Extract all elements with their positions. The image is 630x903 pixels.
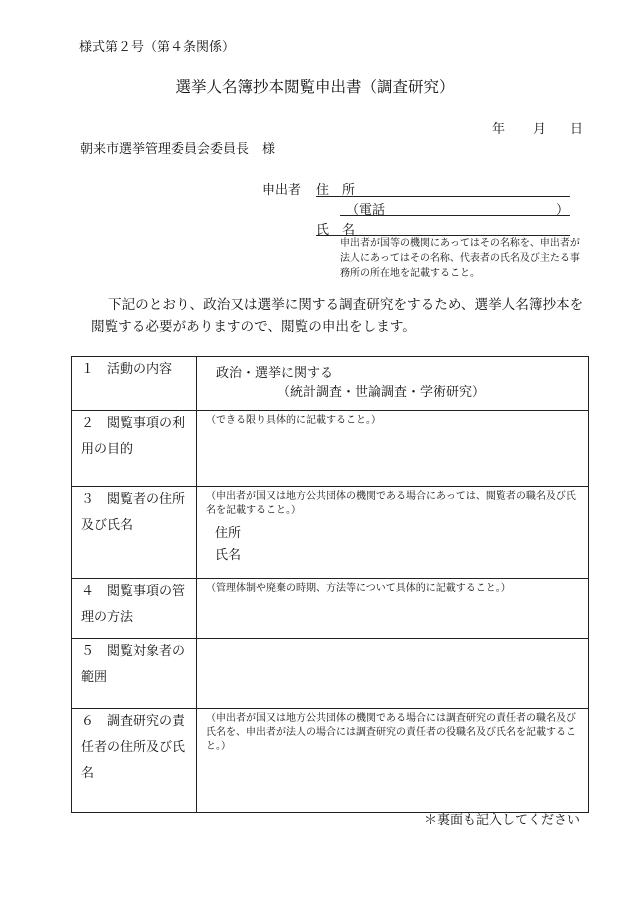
name-label: 氏 名 — [316, 223, 356, 238]
row-label — [72, 357, 197, 411]
management-cell[interactable] — [197, 579, 589, 639]
phone-open-label: （電話 — [346, 203, 386, 218]
row-label-text: ２ 閲覧事項の利用の目的 — [81, 416, 186, 457]
responsible-person-cell[interactable] — [197, 709, 589, 813]
table-row — [72, 579, 589, 639]
table-row — [72, 709, 589, 813]
table-row — [72, 357, 589, 411]
phone-field[interactable] — [340, 215, 570, 216]
scope-note — [197, 639, 588, 642]
address-field[interactable] — [316, 196, 570, 197]
table-row — [72, 639, 589, 709]
management-note: （管理体制や廃棄の時期、方法等について具体的に記載すること。） — [206, 583, 511, 594]
row-label-text: ３ 閲覧者の住所及び氏名 — [81, 492, 186, 533]
row-label — [72, 709, 197, 813]
activity-line-1: 政治・選挙に関する — [216, 366, 334, 381]
activity-content-cell[interactable] — [197, 357, 589, 411]
row-label — [72, 639, 197, 709]
addressee: 朝来市選挙管理委員会委員長 様 — [80, 142, 276, 157]
intro-paragraph: 下記のとおり、政治又は選挙に関する調査研究をするため、選挙人名簿抄本を閲覧する必要がありますので、閲覧の申出をします。 — [91, 297, 584, 335]
form-number: 様式第２号（第４条関係） — [79, 40, 236, 55]
date-month-label: 月 — [533, 122, 547, 137]
date-year-label: 年 — [492, 122, 506, 137]
table-row — [72, 411, 589, 487]
row-label-text: ６ 調査研究の責任者の住所及び氏名 — [81, 714, 186, 781]
row-label — [72, 487, 197, 579]
row-label — [72, 411, 197, 487]
purpose-cell[interactable] — [197, 411, 589, 487]
date-day-label: 日 — [570, 122, 584, 137]
viewer-name-label: 氏名 — [215, 548, 242, 563]
back-side-note: ＊裏面も記入してください — [423, 813, 580, 828]
viewer-address-label: 住所 — [215, 526, 242, 541]
row-label — [72, 579, 197, 639]
activity-line-2: （統計調査・世論調査・学術研究） — [277, 385, 486, 400]
application-table — [71, 356, 589, 813]
responsible-person-note: （申出者が国又は地方公共団体の機関である場合には調査研究の責任者の職名及び氏名を、申出者が法人の場合には調査研究の責任者の役職名及び氏名を記載すること。） — [206, 713, 576, 752]
purpose-note: （できる限り具体的に記載すること。） — [206, 415, 381, 426]
row-label-text: ４ 閲覧事項の管理の方法 — [81, 584, 186, 625]
phone-close-label: ） — [556, 203, 570, 218]
viewer-note: （申出者が国又は地方公共団体の機関である場合にあっては、閲覧者の職名及び氏名を記載すること。） — [206, 491, 576, 516]
row-label-text: １ 活動の内容 — [81, 362, 173, 377]
applicant-label: 申出者 — [262, 183, 302, 198]
page-title: 選挙人名簿抄本閲覧申出書（調査研究） — [175, 78, 455, 96]
scope-cell[interactable] — [197, 639, 589, 709]
row-label-text: ５ 閲覧対象者の範囲 — [81, 644, 186, 685]
table-row — [72, 487, 589, 579]
applicant-note: 申出者が国等の機関にあってはその名称を、申出者が法人にあってはその名称、代表者の氏名及び主たる事務所の所在地を記載すること。 — [340, 238, 580, 279]
viewer-cell[interactable] — [197, 487, 589, 579]
address-label: 住 所 — [316, 183, 356, 198]
